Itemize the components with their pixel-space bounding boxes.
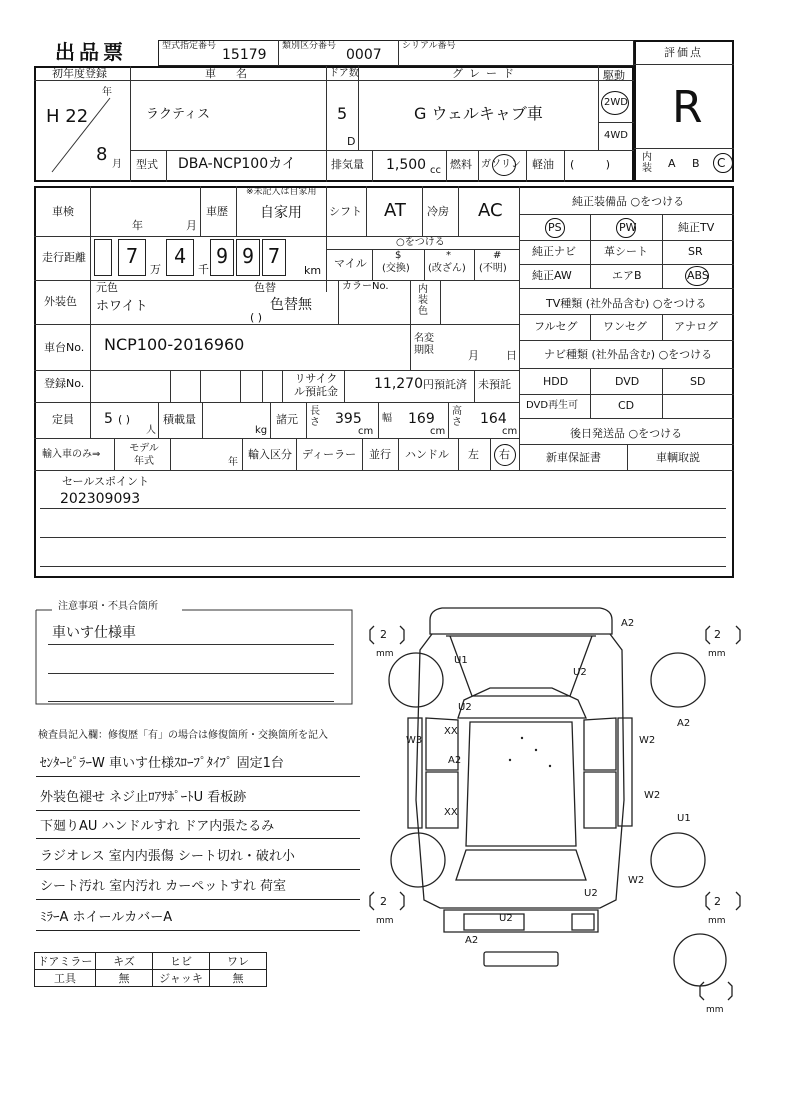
acc-header-door-mirror: ドアミラー [35,953,96,970]
doors-label: ドア数 [329,68,359,79]
tire-rr-depth: 2 [714,895,721,908]
interior-b: B [692,157,700,170]
mileage-sen-unit: 千 [198,263,209,276]
body-outline [416,634,624,908]
mark-a2-right-mirror: A2 [677,718,691,729]
later-title: 後日発送品 ○をつける [570,427,683,440]
mileage-km-unit: km [304,264,322,277]
mileage-altered: (改ざん) [428,263,466,274]
rear-window [456,850,586,880]
mileage-label: 走行距離 [42,251,86,264]
shaken-year-unit: 年 [132,219,143,232]
notes-frame [34,600,354,710]
mark-w2-rear-right: W2 [628,875,645,886]
orig-color-value: ホワイト [96,299,148,314]
transfer-month: 月 [468,349,479,362]
doors-suffix: D [347,135,356,148]
later-warranty: 新車保証書 [546,451,601,464]
nav-dvd-play: DVD再生可 [526,400,579,411]
mark-u1-right: U1 [677,813,691,824]
mark-xx-front-door: XX [444,726,458,737]
mileage-check-note: ○をつける [396,237,445,248]
nav-hdd: HDD [543,375,569,388]
tire-rl-unit: mm [376,916,394,926]
recycle-none: 未預託 [478,378,511,391]
import-dealer: ディーラー [302,448,357,461]
inspector-line-2: 外装色褪せ ネジ止ﾛｱｻﾎﾟｰﾄU 看板跡 [40,790,247,805]
type-no-value: 15179 [222,47,267,63]
first-reg-era: H 22 [46,106,89,127]
car-name-value: ラクティス [146,107,210,122]
first-reg-month: 8 [96,144,108,165]
class-no-value: 0007 [346,47,382,63]
tire-fl-unit: mm [376,649,394,659]
mileage-digit-4: 9 [242,244,255,268]
inspector-label: 検査員記入欄：修復歴「有」の場合は修復箇所・交換箇所を記入 [38,730,328,741]
inspector-line-6: ﾐﾗｰA ホイールカバーA [40,910,173,925]
chassis-value: NCP100-2016960 [104,335,245,354]
displacement-label: 排気量 [331,158,364,171]
drive-2wd: 2WD [604,97,628,108]
load-label: 積載量 [163,413,196,426]
tire-fr-unit: mm [708,649,726,659]
mileage-mile: マイル [334,257,367,270]
serial-label: シリアル番号 [402,41,456,51]
fuel-gasoline-circle [492,154,516,176]
handle-left: 左 [468,448,479,461]
grade-value: G ウェルキャブ車 [414,104,543,123]
mark-xx-rear-door: XX [444,807,458,818]
shift-value: AT [384,200,406,221]
tv-title: TV種類 (社外品含む) ○をつける [546,297,707,310]
wheel-rear-right [651,833,705,887]
model-year-label: モデル年式 [129,443,159,467]
history-note: ※未記入は自家用 [246,187,317,197]
equip-pw: PW [619,221,637,234]
capacity-paren: ( ) [118,413,131,426]
acc-jack-label: ジャッキ [153,970,210,987]
transfer-day: 日 [506,349,517,362]
equip-aw: 純正AW [532,269,572,282]
mark-a2-front-bumper: A2 [621,618,635,629]
acc-header-crack: ヒビ [153,953,210,970]
width-value: 169 [408,411,435,427]
equip-leather: 革シート [604,245,648,258]
wheel-front-right [651,653,705,707]
mark-u2-rear-bumper: U2 [499,913,513,924]
sales-label: セールスポイント [62,475,150,488]
mark-u1-front-left: U1 [454,655,468,666]
recycle-unit: 円預託済 [423,378,467,391]
interior-c-circle [713,153,733,173]
mileage-hash: # [493,250,502,261]
model-value: DBA-NCP100カイ [178,156,296,172]
acc-header-scratch: キズ [96,953,153,970]
height-unit: cm [502,426,518,437]
capacity-value: 5 [104,411,113,427]
fuel-paren: ( ) [570,158,625,171]
first-reg-label: 初年度登録 [52,67,107,80]
repaint-value: 色替無 [270,297,312,313]
import-label: 輸入車のみ⇒ [42,449,101,460]
equip-navi: 純正ナビ [532,245,576,258]
drive-4wd: 4WD [604,130,628,141]
model-label: 型式 [136,158,158,171]
first-reg-year-unit: 年 [102,87,112,98]
mark-a2-left-door: A2 [448,755,462,766]
rear-plate [484,952,558,966]
nav-title: ナビ種類 (社外品含む) ○をつける [544,348,713,361]
acc-header-break: ワレ [210,953,267,970]
inspector-line-1: ｾﾝﾀｰﾋﾟﾗｰW 車いす仕様ｽﾛｰﾌﾟﾀｲﾌﾟ 固定1台 [40,756,284,771]
first-reg-slash [48,92,118,176]
capacity-unit: 人 [146,425,156,436]
shaken-month-unit: 月 [186,219,197,232]
front-bumper [430,608,612,634]
mileage-unknown: (不明) [479,263,507,274]
equip-abs: ABS [687,269,709,282]
nav-sd: SD [690,375,706,388]
car-diagram [360,600,760,1020]
import-cat-label: 輸入区分 [248,448,292,461]
tire-rr-unit: mm [708,916,726,926]
mileage-digit-3: 9 [216,244,229,268]
mark-u2-left-pillar: U2 [458,702,472,713]
door-rear-left [426,772,458,828]
length-value: 395 [335,411,362,427]
length-label: 長さ [310,406,320,428]
wheel-front-left [389,653,443,707]
acc-tools-label: 工具 [35,970,96,987]
chassis-label: 車台No. [44,341,85,354]
acc-jack-value: 無 [210,970,267,987]
fuel-gasoline: ガソリン [481,159,521,170]
spare-wheel [674,934,726,986]
orig-color-label: 元色 [96,281,118,294]
class-no-label: 類別区分番号 [282,41,337,51]
shaken-label: 車検 [52,205,74,218]
roof [466,722,576,846]
notes-label: 注意事項・不具合箇所 [58,601,158,612]
model-year-unit: 年 [228,457,238,468]
rating-value: R [672,82,703,133]
equip-airbag: エアB [612,269,642,282]
later-manual: 車輌取説 [656,451,700,464]
tv-oneseg: ワンセグ [603,320,647,333]
repaint-paren: ( ) [250,311,263,324]
page-title: 出品票 [55,40,127,64]
ac-label: 冷房 [427,205,449,218]
drive-2wd-circle [601,91,629,115]
mileage-exchange: (交換) [382,263,410,274]
handle-right-circle [494,444,516,466]
import-parallel: 並行 [369,448,391,461]
displacement-value: 1,500 [386,157,427,173]
drive-label: 駆動 [603,69,625,82]
fuel-light-oil: 軽油 [532,158,554,171]
windshield [458,688,586,718]
accessory-table [34,952,267,987]
tire-rl-depth: 2 [380,895,387,908]
inspector-line-3: 下廻りAU ハンドルすれ ドア内張たるみ [40,819,275,834]
mileage-digit-5: 7 [268,244,281,268]
ac-value: AC [478,200,503,221]
grade-label: グレード [452,67,520,80]
color-label: 外装色 [44,295,77,308]
capacity-label: 定員 [52,413,74,426]
handle-right: 右 [499,448,510,461]
tire-fr-depth: 2 [714,628,721,641]
mark-u2-hood: U2 [573,667,587,678]
recycle-label: リサイクル預託金 [294,372,338,398]
history-label: 車歴 [206,205,228,218]
fuel-label: 燃料 [450,158,472,171]
tv-analog: アナログ [674,320,718,333]
length-unit: cm [358,426,374,437]
equip-pw-circle [616,218,636,238]
rear-bumper [444,910,598,932]
repaint-label: 色替 [254,281,276,294]
mark-w2-right-front: W2 [639,735,656,746]
door-front-right [584,718,616,770]
first-reg-month-unit: 月 [112,159,122,170]
reg-no-label: 登録No. [44,377,85,390]
car-name-label: 車名 [205,67,267,80]
tv-fullseg: フルセグ [534,320,578,333]
dims-label: 諸元 [276,413,298,426]
mileage-star: * [446,250,451,261]
handle-label: ハンドル [405,448,449,461]
equip-abs-circle [685,266,709,286]
mark-u2-rear: U2 [584,888,598,899]
mileage-digit-2: 4 [174,244,187,268]
mileage-man-unit: 万 [150,263,161,276]
tire-fl-depth: 2 [380,628,387,641]
tire-spare-unit: mm [706,1005,724,1015]
color-no-label: カラーNo. [342,281,389,292]
height-value: 164 [480,411,507,427]
width-unit: cm [430,426,446,437]
history-value: 自家用 [260,205,302,221]
rating-label: 評価点 [664,46,703,59]
load-unit: kg [255,425,268,436]
nav-dvd: DVD [615,375,640,388]
mileage-dollar: $ [395,250,402,261]
equip-ps-circle [545,218,565,238]
hood [450,636,592,696]
mark-w2-right-rear: W2 [644,790,661,801]
equip-tv: 純正TV [678,221,715,234]
mark-w3-mirror: W3 [406,735,423,746]
interior-a: A [668,157,676,170]
wheel-rear-left [391,833,445,887]
nav-cd: CD [618,399,635,412]
equip-ps: PS [548,221,562,234]
type-no-label: 型式指定番号 [162,41,217,51]
door-rear-right [584,772,616,828]
mileage-digit-1: 7 [126,244,139,268]
height-label: 高さ [452,406,462,428]
mark-a2-rear-bumper: A2 [465,935,479,946]
displacement-unit: cc [430,165,441,176]
doors-value: 5 [337,104,348,123]
interior-label: 内装 [642,152,652,174]
notes-text: 車いす仕様車 [52,625,136,641]
inspector-line-4: ラジオレス 室内内張傷 シート切れ・破れ小 [40,849,295,864]
acc-tools-value: 無 [96,970,153,987]
width-label: 幅 [382,413,392,424]
recycle-value: 11,270 [374,376,423,392]
sales-text: 202309093 [60,491,141,507]
transfer-label: 名変期限 [414,333,434,356]
interior-color-label: 内装色 [418,284,428,317]
inspector-line-5: シート汚れ 室内汚れ カーペットすれ 荷室 [40,879,287,894]
mirror-right [618,718,632,826]
shift-label: シフト [329,205,362,218]
interior-c: C [717,156,726,170]
equip-sr: SR [688,245,703,258]
equip-title: 純正装備品 ○をつける [572,195,685,208]
